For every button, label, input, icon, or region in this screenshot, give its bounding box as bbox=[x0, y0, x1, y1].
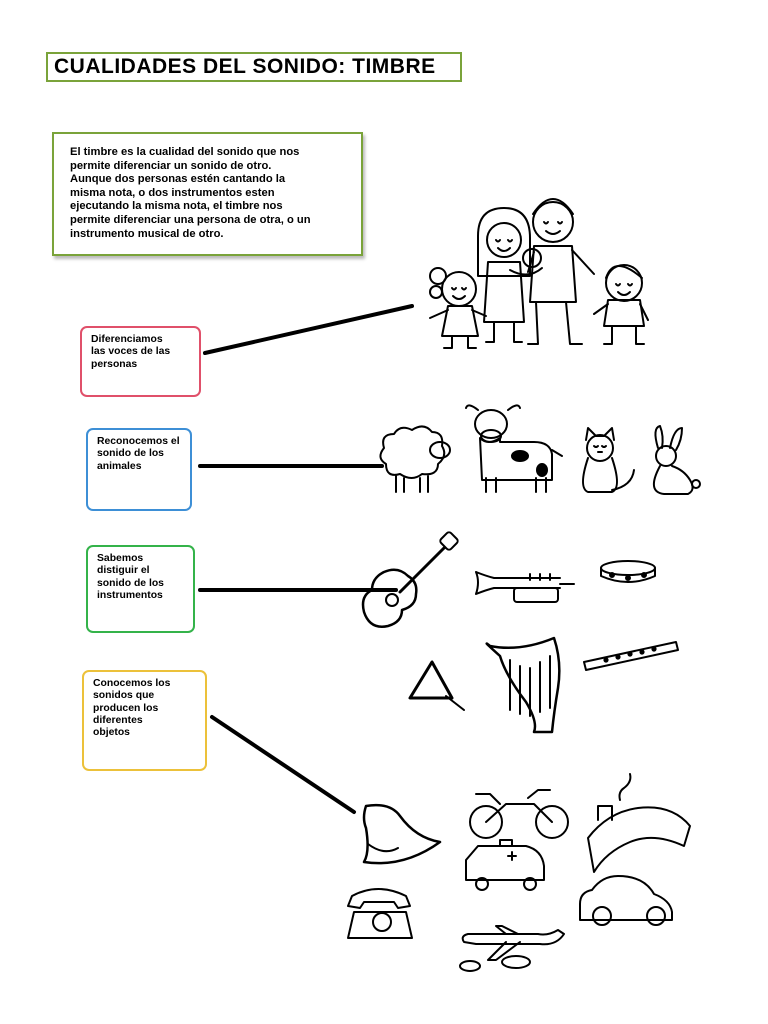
card-line: diferentes bbox=[93, 714, 143, 726]
card-line: distiguir el bbox=[97, 565, 150, 577]
flute-icon bbox=[584, 642, 678, 670]
connector-line-voices bbox=[205, 306, 412, 353]
family-parents-icon bbox=[478, 199, 594, 344]
cat-icon bbox=[583, 428, 634, 492]
intro-line: permite diferenciar una persona de otra, o un bbox=[70, 213, 311, 226]
intro-line: misma nota, o dos instrumentos esten bbox=[70, 186, 275, 199]
motorcycle-icon bbox=[470, 790, 568, 838]
page-title: CUALIDADES DEL SONIDO: TIMBRE bbox=[46, 52, 462, 82]
trumpet-icon bbox=[476, 572, 574, 602]
guitar-icon bbox=[363, 531, 459, 627]
card-line: sonido de los bbox=[97, 577, 164, 589]
card-line: animales bbox=[97, 460, 142, 472]
car-icon bbox=[580, 876, 672, 925]
telephone-icon bbox=[348, 889, 412, 938]
rabbit-icon bbox=[654, 426, 700, 494]
card-line: Conocemos los bbox=[93, 678, 171, 689]
boy-icon bbox=[594, 265, 648, 344]
airplane-icon bbox=[460, 926, 564, 971]
card-line: las voces de las bbox=[91, 346, 171, 358]
intro-line: El timbre es la cualidad del sonido que nos bbox=[70, 146, 300, 158]
intro-line: Aunque dos personas estén cantando la bbox=[70, 173, 286, 186]
card-line: producen los bbox=[93, 702, 159, 714]
intro-line: instrumento musical de otro. bbox=[70, 227, 224, 240]
sheep-icon bbox=[380, 426, 450, 492]
card-line: personas bbox=[91, 358, 138, 370]
bell-icon bbox=[364, 805, 440, 863]
ambulance-icon bbox=[466, 840, 544, 890]
triangle-icon bbox=[410, 662, 464, 710]
tambourine-icon bbox=[601, 561, 655, 582]
intro-line: permite diferenciar un sonido de otro. bbox=[70, 159, 272, 172]
girl-icon bbox=[430, 268, 486, 348]
connector-line-objects bbox=[212, 717, 354, 812]
harp-icon bbox=[487, 638, 560, 732]
card-line: sonidos que bbox=[93, 690, 155, 702]
train-icon bbox=[588, 774, 690, 872]
card-line: instrumentos bbox=[97, 589, 163, 601]
cow-icon bbox=[466, 405, 562, 492]
card-line: Sabemos bbox=[97, 553, 144, 564]
card-line: Reconocemos el bbox=[97, 436, 180, 447]
card-line: sonido de los bbox=[97, 448, 164, 460]
card-line: objetos bbox=[93, 727, 130, 739]
card-line: Diferenciamos bbox=[91, 334, 163, 345]
intro-line: ejecutando la misma nota, el timbre nos bbox=[70, 200, 283, 213]
